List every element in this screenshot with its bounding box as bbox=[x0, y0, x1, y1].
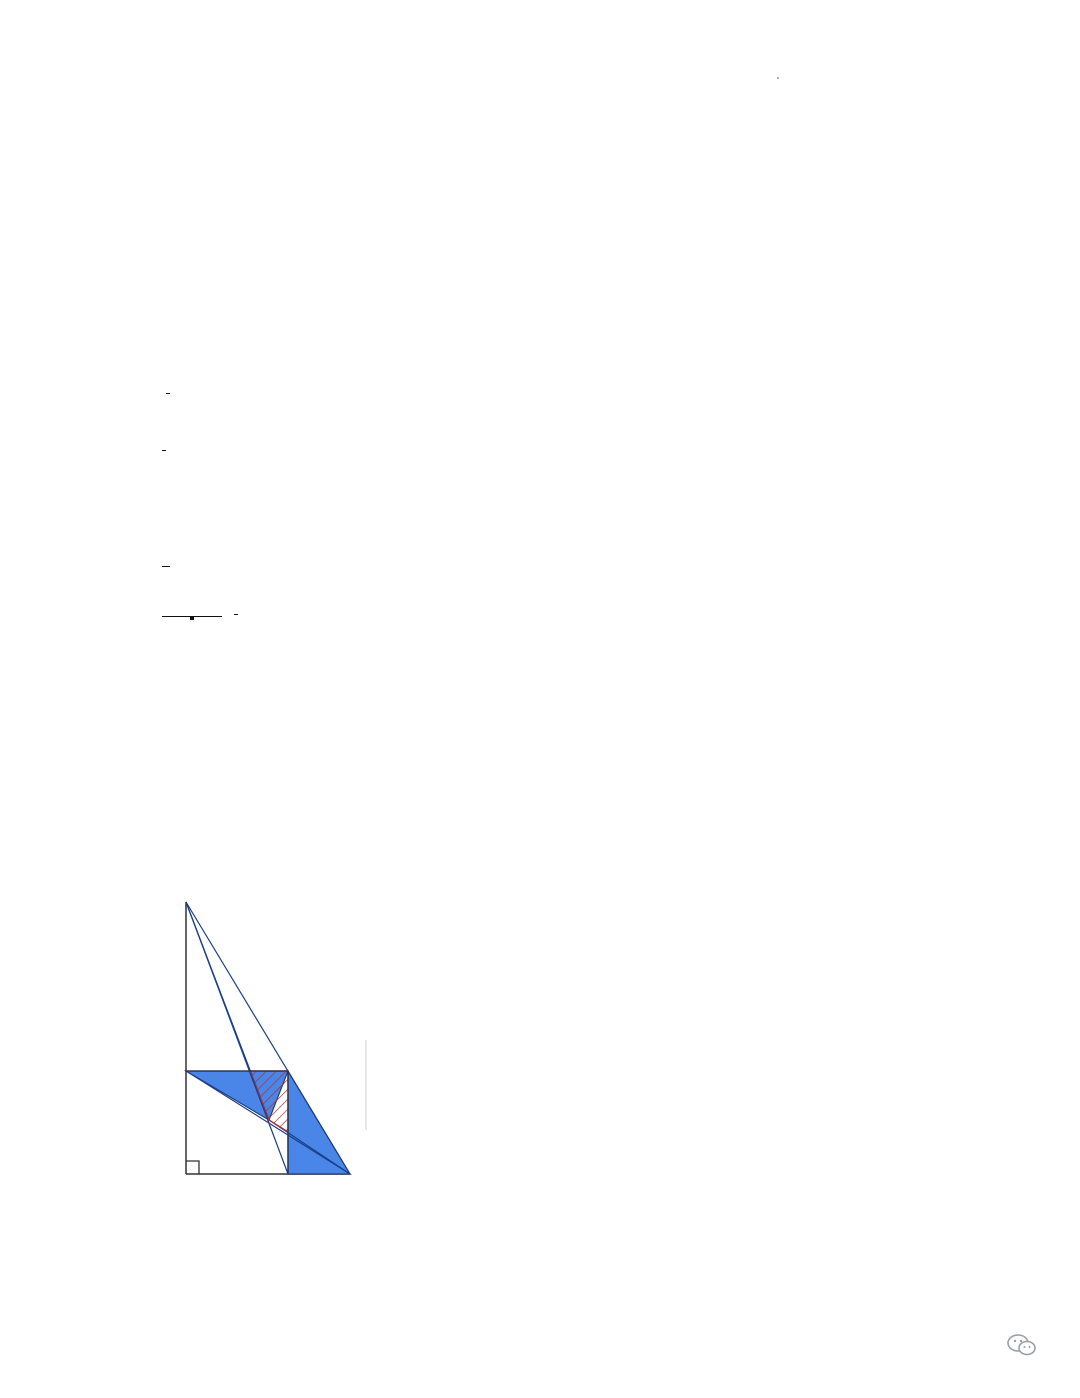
page-dot bbox=[777, 77, 779, 79]
q1-part4 bbox=[160, 538, 176, 594]
wechat-icon bbox=[1006, 1332, 1038, 1358]
q1-part4-fraction bbox=[162, 566, 170, 567]
q2-den3 bbox=[188, 619, 196, 620]
q1-part1-num bbox=[166, 393, 170, 394]
q2-inner-fraction bbox=[186, 617, 198, 622]
q1-part1-fraction bbox=[166, 393, 170, 394]
q1-part2-fraction bbox=[162, 450, 166, 451]
q2-result-num bbox=[234, 614, 238, 615]
q2-inner3-fraction bbox=[190, 619, 194, 620]
q1-part4-numerator bbox=[162, 566, 170, 567]
q2-result-fraction bbox=[234, 614, 238, 615]
hypotenuse-ab bbox=[186, 902, 350, 1174]
q1-part1 bbox=[160, 373, 178, 413]
line-ae bbox=[186, 902, 288, 1174]
right-angle-mark bbox=[186, 1161, 199, 1174]
q1-part2 bbox=[160, 430, 174, 470]
q2-den2 bbox=[186, 618, 198, 622]
watermark bbox=[1006, 1332, 1044, 1358]
q2-num4 bbox=[190, 619, 194, 620]
q2 bbox=[160, 612, 240, 682]
q2-den1 bbox=[184, 617, 200, 623]
triangle-figure bbox=[160, 880, 390, 1200]
q2-continued-fraction bbox=[162, 616, 222, 623]
q2-inner2-fraction bbox=[188, 618, 196, 620]
q1-part2-num bbox=[162, 450, 166, 451]
